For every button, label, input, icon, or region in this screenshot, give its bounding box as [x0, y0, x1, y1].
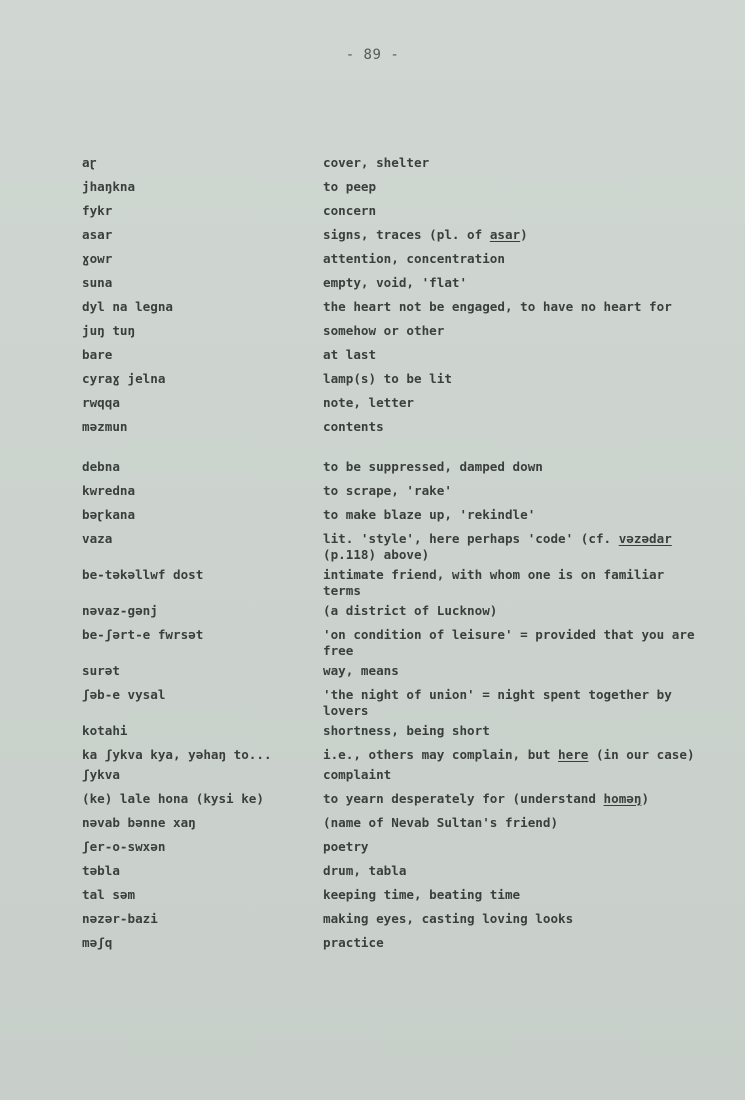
glossary-term: jhaŋkna	[82, 179, 136, 194]
glossary-gloss: contents	[323, 419, 384, 434]
glossary-entry	[82, 347, 702, 363]
gloss-text: )	[641, 791, 650, 806]
glossary-gloss	[323, 227, 703, 243]
gloss-text: (in our case)	[588, 747, 695, 762]
glossary-entry	[82, 935, 702, 951]
glossary-gloss: making eyes, casting loving looks	[323, 911, 574, 926]
glossary-term: ɣowr	[82, 251, 113, 266]
glossary-term: debna	[82, 459, 120, 474]
glossary-gloss: to make blaze up, 'rekindle'	[323, 507, 536, 522]
glossary-gloss: concern	[323, 203, 377, 218]
glossary-gloss: 'on condition of leisure' = provided that you are free	[323, 627, 695, 658]
glossary-gloss: poetry	[323, 839, 369, 854]
glossary-gloss: intimate friend, with whom one is on familiar terms	[323, 567, 665, 598]
gloss-underlined-word: vəzədar	[618, 531, 672, 546]
gloss-text: signs, traces (pl. of	[323, 227, 490, 242]
glossary-gloss	[323, 531, 703, 563]
glossary-entry	[82, 371, 702, 387]
glossary-entry	[82, 459, 702, 475]
glossary-entry	[82, 863, 702, 879]
glossary-gloss: (name of Nevab Sultan's friend)	[323, 815, 559, 830]
glossary-entry	[82, 567, 702, 599]
glossary-entry	[82, 419, 702, 435]
glossary-term: cyraɣ jelna	[82, 371, 166, 386]
glossary-entry	[82, 911, 702, 927]
gloss-text: to yearn desperately for (understand	[323, 791, 604, 806]
glossary-term: (ke) lale hona (kysi ke)	[82, 791, 264, 806]
glossary-entry	[82, 395, 702, 411]
glossary-entry	[82, 203, 702, 219]
glossary-term: nəzər-bazi	[82, 911, 158, 926]
glossary-entry	[82, 839, 702, 855]
glossary-entry	[82, 747, 702, 763]
glossary-entry	[82, 227, 702, 243]
gloss-text: lit. 'style', here perhaps 'code' (cf.	[323, 531, 619, 546]
glossary-term: vaza	[82, 531, 113, 546]
glossary-entry	[82, 603, 702, 619]
glossary-gloss: keeping time, beating time	[323, 887, 521, 902]
glossary-gloss: to peep	[323, 179, 377, 194]
glossary-gloss	[323, 747, 703, 763]
glossary-term: ka ʃykva kya, yəhaŋ to...	[82, 747, 272, 762]
glossary-term: nəvaz-gənj	[82, 603, 158, 618]
glossary-term: dyl na legna	[82, 299, 173, 314]
glossary-gloss: attention, concentration	[323, 251, 505, 266]
glossary-term: bare	[82, 347, 113, 362]
glossary-gloss: cover, shelter	[323, 155, 430, 170]
glossary-gloss: shortness, being short	[323, 723, 490, 738]
glossary-gloss: complaint	[323, 767, 392, 782]
glossary-gloss: way, means	[323, 663, 399, 678]
glossary-list	[82, 155, 702, 951]
glossary-term: rwqqa	[82, 395, 120, 410]
glossary-entry	[82, 483, 702, 499]
glossary-term: surət	[82, 663, 120, 678]
glossary-term: nəvab bənne xaŋ	[82, 815, 196, 830]
glossary-entry	[82, 179, 702, 195]
glossary-entry	[82, 687, 702, 719]
glossary-gloss: to be suppressed, damped down	[323, 459, 543, 474]
gloss-text: i.e., others may complain, but	[323, 747, 559, 762]
glossary-term: kwredna	[82, 483, 136, 498]
glossary-entry	[82, 791, 702, 807]
glossary-term: asar	[82, 227, 113, 242]
glossary-entry	[82, 299, 702, 315]
glossary-term: aɽ	[82, 155, 98, 170]
glossary-term: be-ʃərt-e fwrsət	[82, 627, 204, 642]
glossary-gloss: empty, void, 'flat'	[323, 275, 468, 290]
glossary-term: juŋ tuŋ	[82, 323, 136, 338]
page-number: - 89 -	[345, 47, 400, 63]
glossary-entry	[82, 767, 702, 783]
glossary-term: ʃykva	[82, 767, 120, 782]
glossary-term: ʃəb-e vysal	[82, 687, 166, 702]
glossary-term: təbla	[82, 863, 120, 878]
gloss-underlined-word: asar	[489, 227, 521, 242]
glossary-term: məʃq	[82, 935, 113, 950]
glossary-gloss: (a district of Lucknow)	[323, 603, 498, 618]
glossary-term: kotahi	[82, 723, 128, 738]
glossary-gloss: drum, tabla	[323, 863, 407, 878]
glossary-entry	[82, 663, 702, 679]
glossary-term: tal səm	[82, 887, 136, 902]
glossary-entry	[82, 507, 702, 523]
glossary-gloss: 'the night of union' = night spent together by lovers	[323, 687, 672, 718]
gloss-text: (p.118) above)	[323, 547, 430, 562]
glossary-term: məzmun	[82, 419, 128, 434]
glossary-term: fykr	[82, 203, 113, 218]
glossary-entry	[82, 627, 702, 659]
glossary-term: suna	[82, 275, 113, 290]
glossary-entry	[82, 275, 702, 291]
glossary-gloss: note, letter	[323, 395, 414, 410]
gloss-underlined-word: homəŋ	[603, 791, 642, 806]
glossary-gloss: the heart not be engaged, to have no heart for	[323, 299, 672, 314]
gloss-text: )	[520, 227, 528, 242]
glossary-term: be-təkəllwf dost	[82, 567, 204, 582]
glossary-entry	[82, 723, 702, 739]
glossary-term: ʃer-o-swxən	[82, 839, 166, 854]
gloss-underlined-word: here	[558, 747, 589, 762]
glossary-gloss	[323, 791, 703, 807]
glossary-entry	[82, 155, 702, 171]
glossary-term: bəɽkana	[82, 507, 136, 522]
glossary-gloss: to scrape, 'rake'	[323, 483, 452, 498]
glossary-gloss: somehow or other	[323, 323, 445, 338]
glossary-entry	[82, 531, 702, 563]
glossary-entry	[82, 815, 702, 831]
glossary-gloss: practice	[323, 935, 384, 950]
glossary-gloss: at last	[323, 347, 377, 362]
glossary-entry	[82, 323, 702, 339]
glossary-gloss: lamp(s) to be lit	[323, 371, 452, 386]
glossary-entry	[82, 251, 702, 267]
glossary-entry	[82, 887, 702, 903]
